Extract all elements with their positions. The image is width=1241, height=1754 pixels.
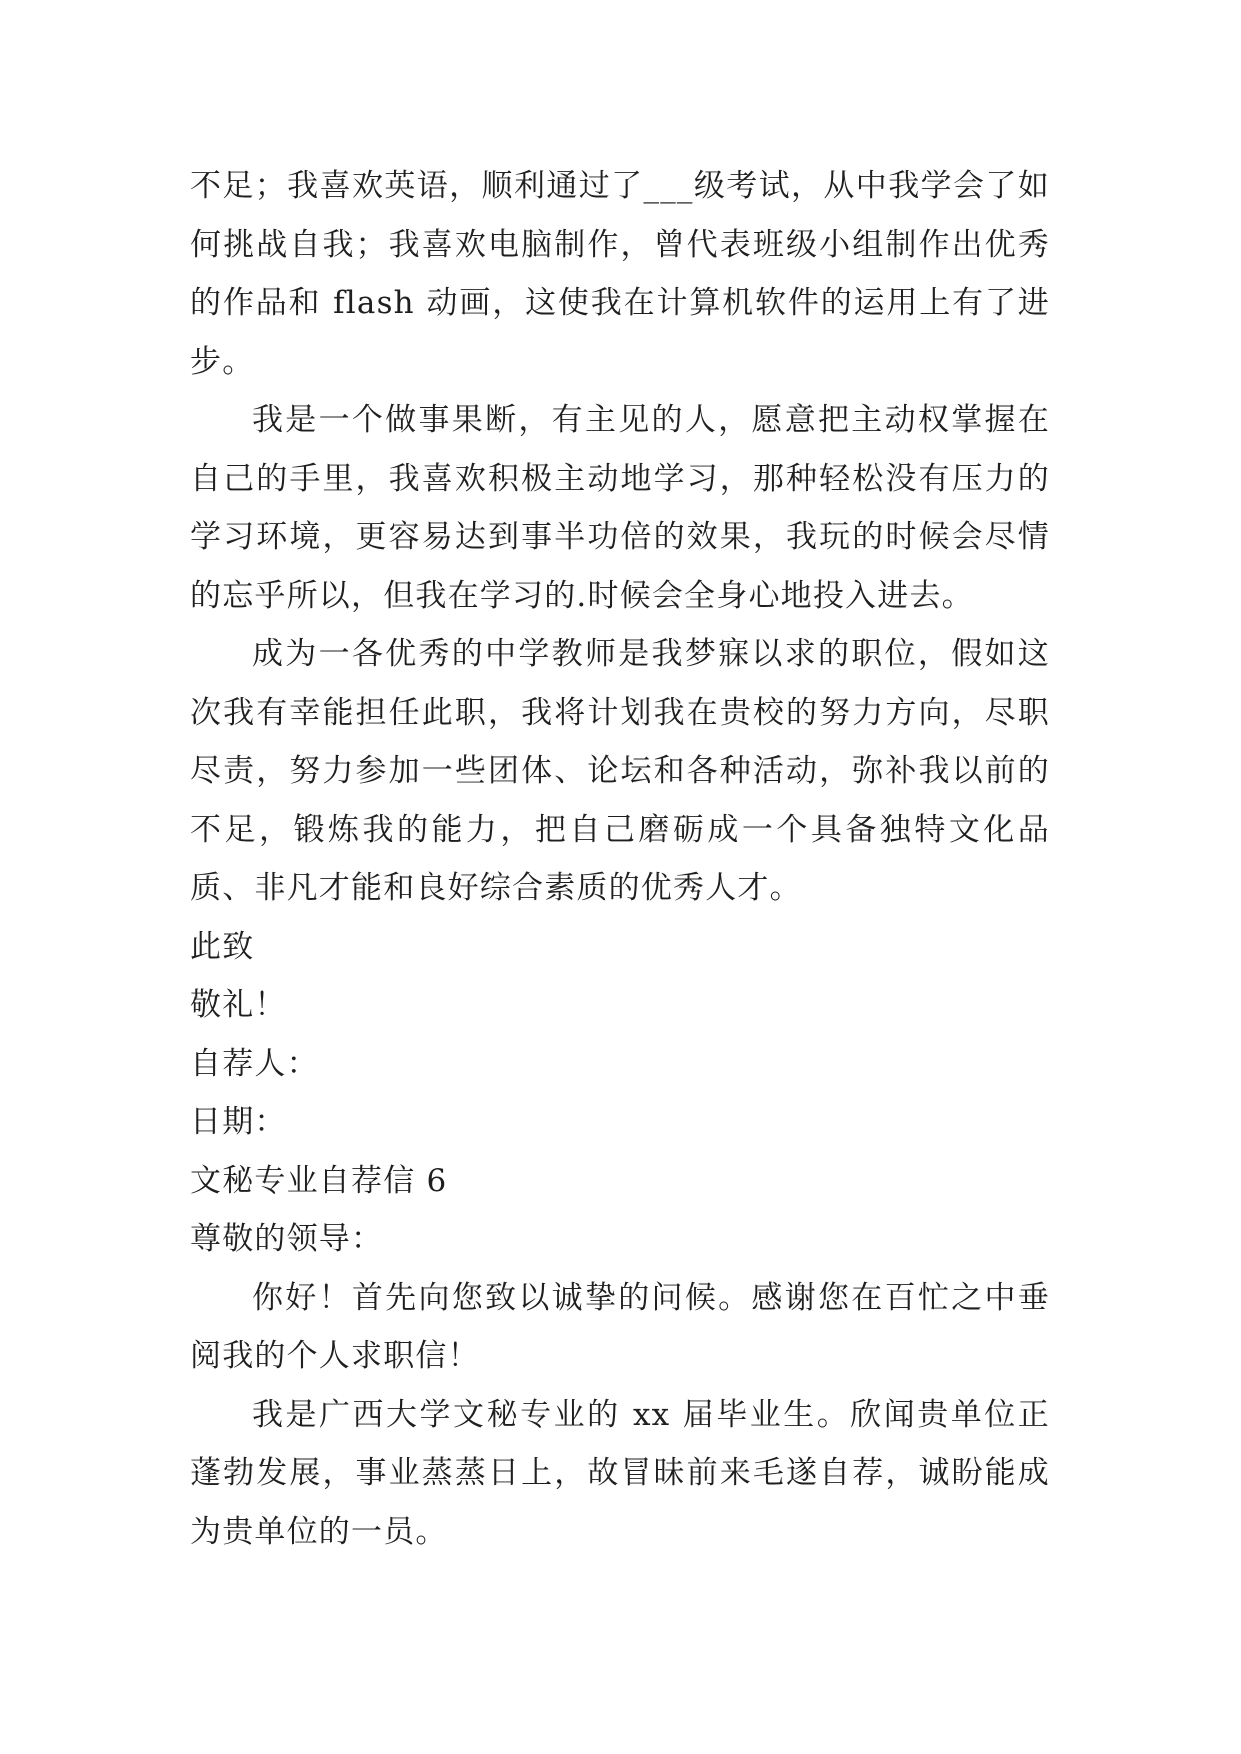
signer-label: 自荐人：	[190, 1045, 319, 1082]
closing-line-1: 此致	[190, 928, 255, 965]
paragraph-personality: 我是一个做事果断，有主见的人，愿意把主动权掌握在自己的手里，我喜欢积极主动地学习，那种轻松没有压力的学习环境，更容易达到事半功倍的效果，我玩的时候会尽情的忘乎所以，但我在学习的.时候会全身心地投入进去。	[190, 402, 1050, 614]
letter-title: 文秘专业自荐信 6	[190, 1162, 448, 1199]
document-body	[190, 157, 1050, 1561]
letter-greeting-paragraph: 你好！首先向您致以诚挚的问候。感谢您在百忙之中垂阅我的个人求职信！	[190, 1279, 1050, 1374]
letter-salutation: 尊敬的领导：	[190, 1221, 384, 1257]
closing-line-2: 敬礼！	[190, 987, 287, 1023]
letter-intro-paragraph: 我是广西大学文秘专业的 xx 届毕业生。欣闻贵单位正蓬勃发展，事业蒸蒸日上，故冒昧前来毛遂自荐，诚盼能成为贵单位的一员。	[190, 1396, 1050, 1550]
paragraph-skills: 不足；我喜欢英语，顺利通过了___级考试，从中我学会了如何挑战自我；我喜欢电脑制作，曾代表班级小组制作出优秀的作品和 flash 动画，这使我在计算机软件的运用上有了进步。	[190, 168, 1050, 380]
paragraph-goal: 成为一各优秀的中学教师是我梦寐以求的职位，假如这次我有幸能担任此职，我将计划我在贵校的努力方向，尽职尽责，努力参加一些团体、论坛和各种活动，弥补我以前的不足，锻炼我的能力，把自己磨砺成一个具备独特文化品质、非凡才能和良好综合素质的优秀人才。	[190, 636, 1050, 906]
date-label: 日期：	[190, 1104, 287, 1140]
